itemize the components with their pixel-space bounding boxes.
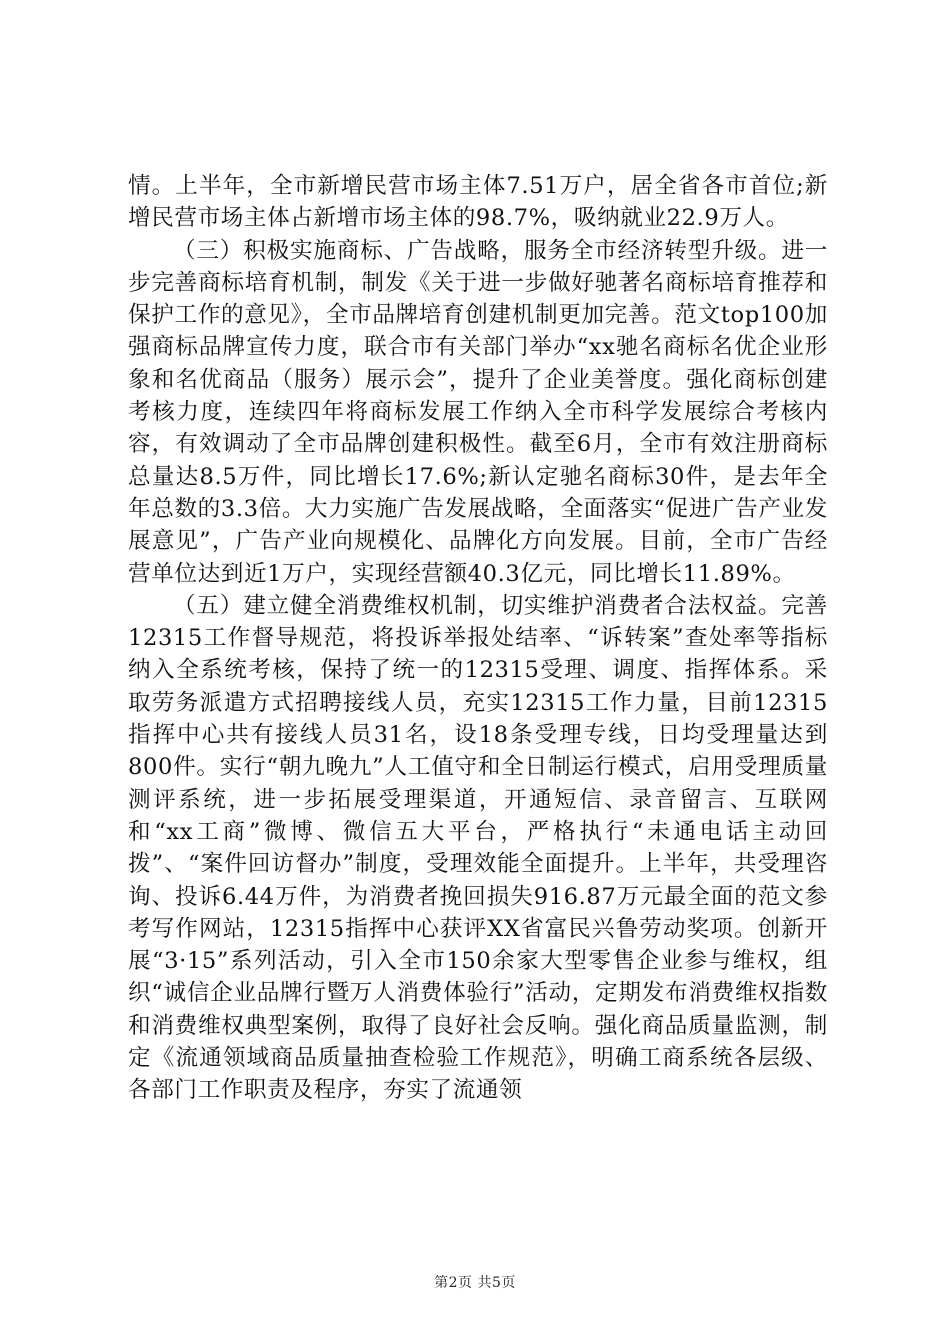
paragraph-consumer-rights: （五）建立健全消费维权机制，切实维护消费者合法权益。完善12315工作督导规范，将投诉举报处结率、“诉转案”查处率等指标纳入全系统考核，保持了统一的12315受理、调度、指挥体系。采取劳务派遣方式招聘接线人员，充实12315工作力量，目前12315指挥中心共有接线人员31名，设18条受理专线，日均受理量达到800件。实行“朝九晚九”人工值守和全日制运行模式，启用受理质量测评系统，进一步拓展受理渠道，开通短信、录音留言、互联网和“xx工商”微博、微信五大平台，严格执行“未通电话主动回拨”、“案件回访督办”制度，受理效能全面提升。上半年，共受理咨询、投诉6.44万件，为消费者挽回损失916.87万元最全面的范文参考写作网站，12315指挥中心获评XX省富民兴鲁劳动奖项。创新开展“3·15”系列活动，引入全市150余家大型零售企业参与维权，组织“诚信企业品牌行暨万人消费体验行”活动，定期发布消费维权指数和消费维权典型案例，取得了良好社会反响。强化商品质量监测，制定《流通领域商品质量抽查检验工作规范》，明确工商系统各层级、各部门工作职责及程序，夯实了流通领 [128,592,828,1104]
paragraph-continuation: 情。上半年，全市新增民营市场主体7.51万户，居全省各市首位;新增民营市场主体占新增市场主体的98.7%，吸纳就业22.9万人。 [128,173,828,232]
document-body [128,170,828,1107]
page-number-footer: 第2页 共5页 [434,1275,516,1291]
paragraph-trademark-advertising: （三）积极实施商标、广告战略，服务全市经济转型升级。进一步完善商标培育机制，制发《关于进一步做好驰著名商标培育推荐和保护工作的意见》，全市品牌培育创建机制更加完善。范文top100加强商标品牌宣传力度，联合市有关部门举办“xx驰名商标名优企业形象和名优商品（服务）展示会”，提升了企业美誉度。强化商标创建考核力度，连续四年将商标发展工作纳入全市科学发展综合考核内容，有效调动了全市品牌创建积极性。截至6月，全市有效注册商标总量达8.5万件，同比增长17.6%;新认定驰名商标30件，是去年全年总数的3.3倍。大力实施广告发展战略，全面落实“促进广告产业发展意见”，广告产业向规模化、品牌化方向发展。目前，全市广告经营单位达到近1万户，实现经营额40.3亿元，同比增长11.89%。 [128,237,828,587]
